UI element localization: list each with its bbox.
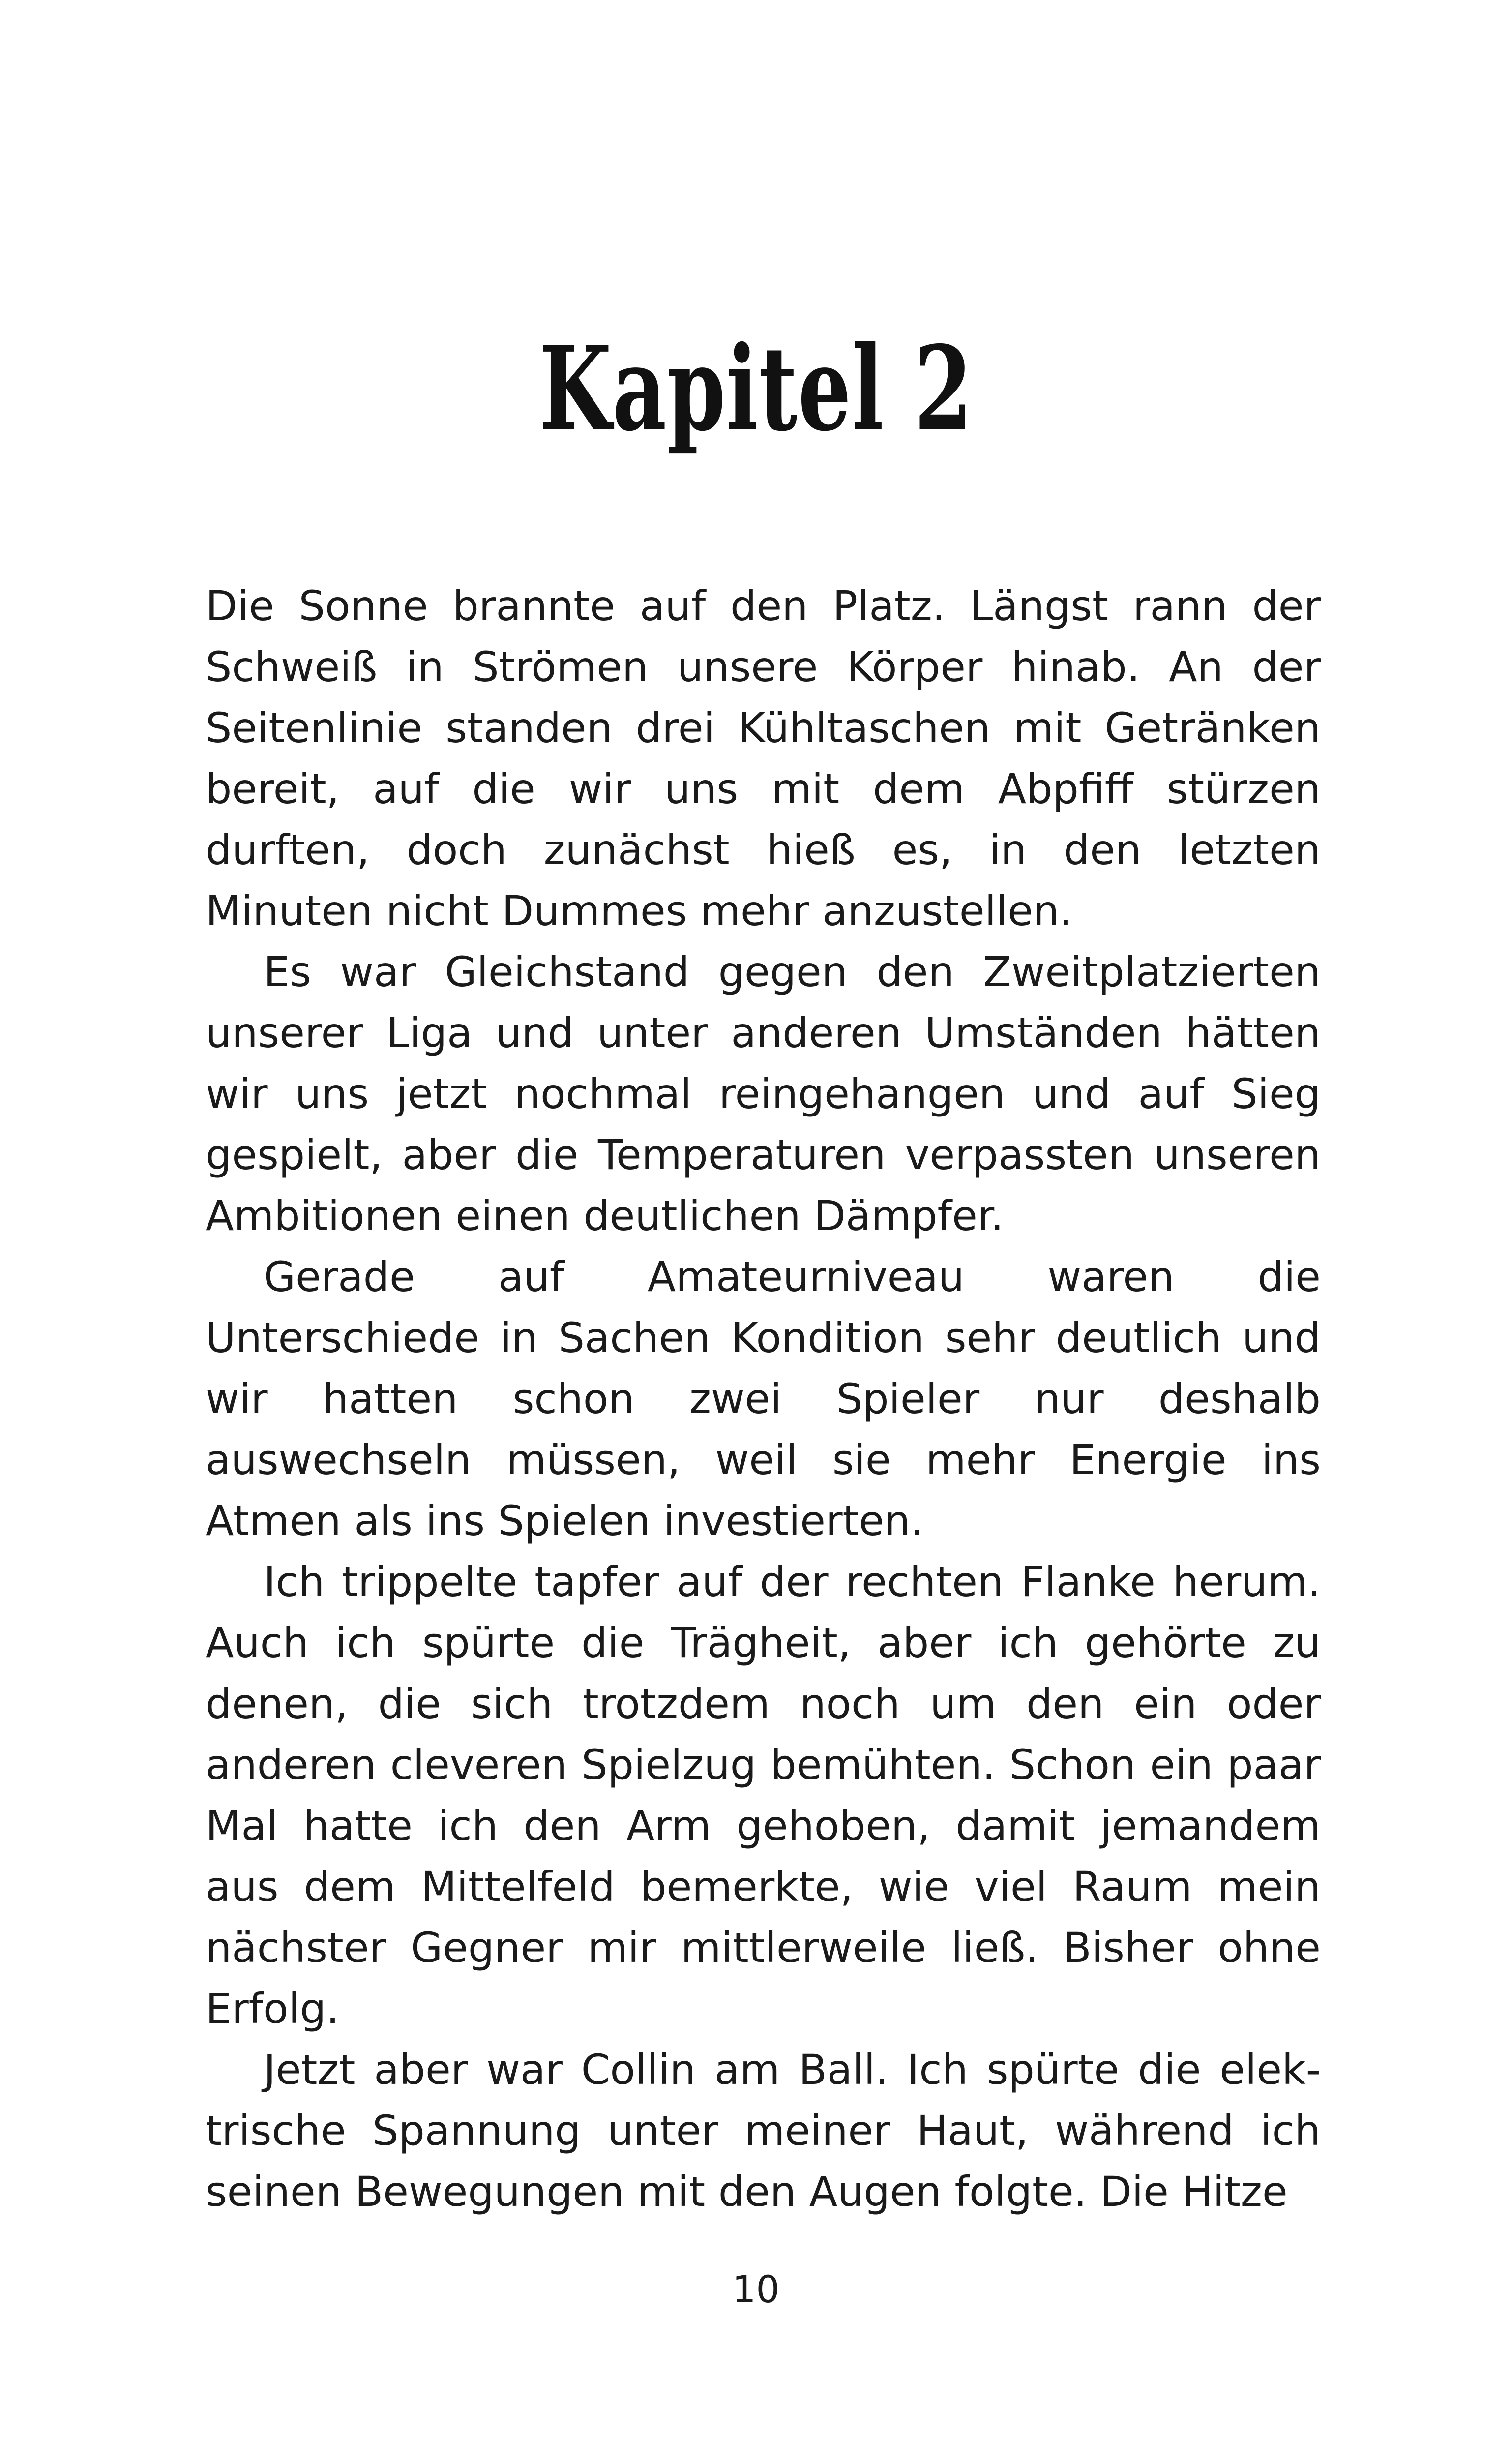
page-number: 10 (732, 2267, 780, 2311)
chapter-title: Kapitel 2 (539, 320, 973, 457)
body-text (206, 575, 1321, 2222)
paragraph: Ich trippelte tapfer auf der rechten Flanke herum. Auch ich spürte die Trägheit, aber ich gehörte zu denen, die sich trotzdem noch um den ein oder anderen cleveren Spielzug bemühten. Schon ein paar Mal hatte ich den Arm gehoben, damit jemandem aus dem Mittelfeld bemerkte, wie viel Raum mein nächster Gegner mir mittlerweile ließ. Bisher ohne Erfolg. (206, 1558, 1321, 2033)
paragraph: Die Sonne brannte auf den Platz. Längst rann der Schweiß in Strömen unsere Körper hinab. An der Seitenlinie standen drei Kühltaschen mit Getränken bereit, auf die wir uns mit dem Abpfiff stürzen durften, doch zunächst hieß es, in den letzten Minuten nicht Dummes mehr anzustellen. (206, 582, 1321, 935)
paragraph: Jetzt aber war Collin am Ball. Ich spürte die elektrische Spannung unter meiner Haut, während ich seinen Bewegungen mit den Augen folgte. Die Hitze (206, 2046, 1321, 2216)
paragraph: Es war Gleichstand gegen den Zweitplatzierten unserer Liga und unter anderen Umständen hätten wir uns jetzt nochmal reingehangen und auf Sieg gespielt, aber die Temperaturen verpassten unseren Ambitionen einen deutlichen Dämpfer. (206, 948, 1321, 1240)
paragraph: Gerade auf Amateurniveau waren die Unterschiede in Sachen Kondition sehr deutlich und wir hatten schon zwei Spieler nur deshalb auswechseln müssen, weil sie mehr Energie ins Atmen als ins Spielen investierten. (206, 1253, 1321, 1545)
